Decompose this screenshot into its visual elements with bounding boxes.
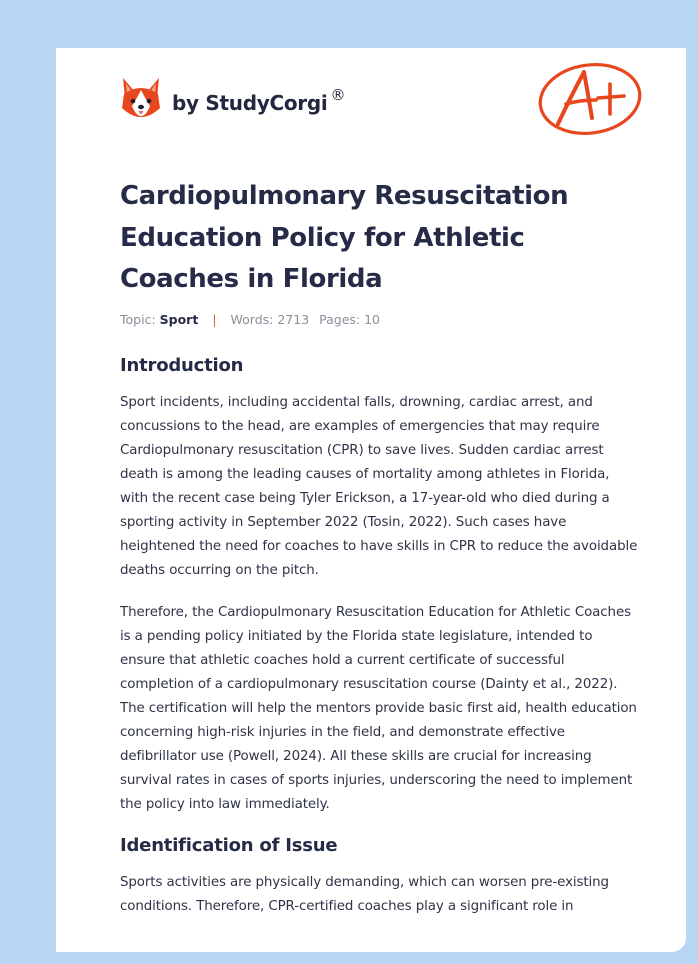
- page-count: Pages: 10: [319, 312, 381, 327]
- a-plus-grade-icon: [536, 58, 652, 142]
- paragraph: Sports activities are physically demanding, which can worsen pre-existing conditions. Therefore, CPR-certified coaches play a significant role in: [120, 875, 609, 914]
- topic-label: Topic:: [120, 312, 156, 327]
- section-heading-identification-of-issue: Identification of Issue: [120, 835, 338, 856]
- brand-name: by StudyCorgi ®: [172, 86, 346, 115]
- meta-separator: |: [212, 312, 217, 327]
- studycorgi-logo[interactable]: [120, 74, 345, 124]
- document-page: [56, 48, 686, 952]
- corgi-logo-icon: [120, 76, 162, 122]
- topic-link[interactable]: Sport: [159, 312, 199, 327]
- paragraph: Therefore, the Cardiopulmonary Resuscitation Education for Athletic Coaches is a pending policy initiated by the Florida state legislature, intended to ensure that athletic coaches hold a current certificate of successful completion of a cardiopulmonary resuscitation course (Dainty et al., 2022). The certification will help the mentors provide basic first aid, health education concerning high-risk injuries in the field, and demonstrate effective defibrillator use (Powell, 2024). All these skills are crucial for increasing survival rates in cases of sports injuries, underscoring the need to implement the policy into law immediately.: [120, 605, 637, 812]
- section-heading-introduction: Introduction: [120, 355, 244, 376]
- document-meta: [120, 312, 380, 327]
- word-count: Words: 2713: [230, 312, 310, 327]
- document-title: Cardiopulmonary Resuscitation Education Policy for Athletic Coaches in Florida: [120, 181, 569, 294]
- paragraph: Sport incidents, including accidental falls, drowning, cardiac arrest, and concussions to the head, are examples of emergencies that may require Cardiopulmonary resuscitation (CPR) to save lives. Sudden cardiac arrest death is among the leading causes of mortality among athletes in Florida, with the recent case being Tyler Erickson, a 17-year-old who died during a sporting activity in September 2022 (Tosin, 2022). Such cases have heightened the need for coaches to have skills in CPR to reduce the avoidable deaths occurring on the pitch.: [120, 395, 638, 578]
